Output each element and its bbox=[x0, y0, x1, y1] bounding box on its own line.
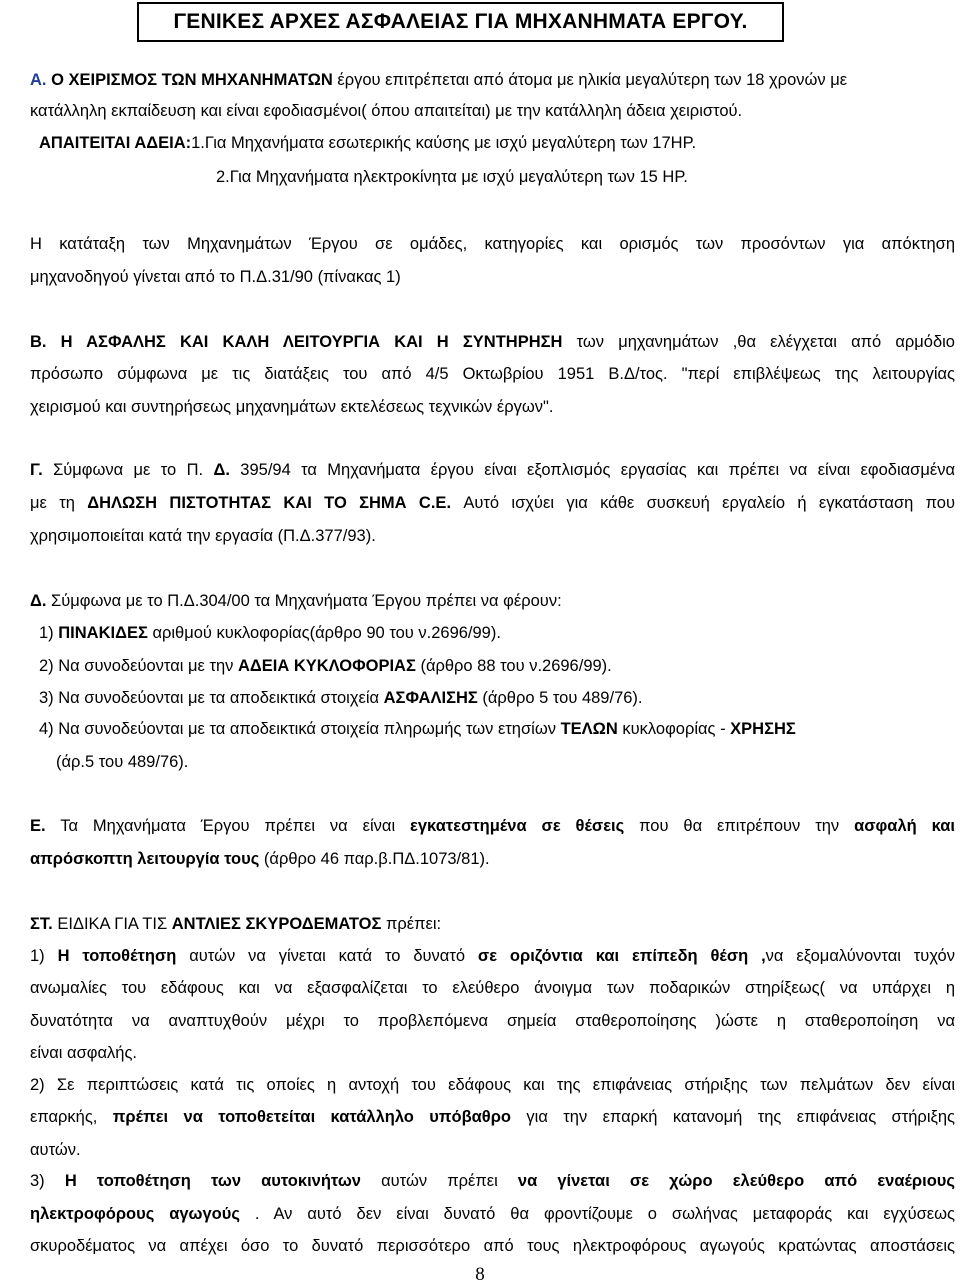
section-e-bold-1: εγκατεστημένα σε θέσεις bbox=[410, 817, 625, 835]
license-required-label: ΑΠΑΙΤΕΙΤΑΙ ΑΔΕΙΑ: bbox=[39, 134, 192, 152]
st-p1-text-c: να εξομαλύνονται τυχόν bbox=[765, 947, 955, 965]
section-a-line-2: κατάλληλη εκπαίδευση και είναι εφοδιασμένοι( όπου απαιτείται) με την κατάλληλη άδεια χειριστού. bbox=[30, 102, 743, 120]
st-p2-line-1: 2) Σε περιπτώσεις κατά τις οποίες η αντοχή του εδάφους και της επιφάνειας στήριξης των πελμάτων δεν είναι bbox=[30, 1076, 955, 1094]
item-3-text-a: 3) Να συνοδεύονται με τα αποδεικτικά στοιχεία bbox=[39, 689, 384, 707]
concrete-pumps-label: ΑΝΤΛΙΕΣ ΣΚΥΡΟΔΕΜΑΤΟΣ bbox=[171, 915, 382, 933]
item-3-bold: ΑΣΦΑΛΙΣΗΣ bbox=[383, 689, 478, 707]
section-g-line-3: χρησιμοποιείται κατά την εργασία (Π.Δ.377/93). bbox=[30, 527, 376, 545]
section-g-text-b: Δ. bbox=[213, 461, 230, 479]
page-number: 8 bbox=[475, 1264, 485, 1285]
section-b-line-3: χειρισμού και συντηρήσεως μηχανημάτων εκτελέσεως τεχνικών έργων". bbox=[30, 398, 554, 416]
section-st-heading bbox=[30, 913, 955, 935]
item-2-bold: ΑΔΕΙΑ ΚΥΚΛΟΦΟΡΙΑΣ bbox=[237, 657, 416, 675]
section-g-text-c: 395/94 τα Μηχανήματα έργου είναι εξοπλισμός εργασίας και πρέπει να είναι εφοδιασμένα bbox=[229, 461, 955, 479]
st-p3-number: 3) bbox=[30, 1172, 65, 1190]
section-a-text: έργου επιτρέπεται από άτομα με ηλικία μεγαλύτερη των 18 χρονών με bbox=[332, 71, 848, 89]
section-g-line-1 bbox=[30, 459, 955, 481]
item-3-text-c: (άρθρο 5 του 489/76). bbox=[477, 689, 643, 707]
section-b-text: των μηχανημάτων ,θα ελέγχεται από αρμόδιο bbox=[562, 333, 955, 351]
st-p1-line-4: είναι ασφαλής. bbox=[30, 1044, 137, 1062]
st-p1-bold-1: Η τοποθέτηση bbox=[57, 947, 177, 965]
section-d-item-4-line-2: (άρ.5 του 489/76). bbox=[56, 753, 189, 771]
section-g-label: Γ. bbox=[30, 461, 43, 479]
item-4-bold-1: ΤΕΛΩΝ bbox=[560, 720, 618, 738]
section-e-line-1 bbox=[30, 815, 955, 837]
section-a-heading: Ο ΧΕΙΡΙΣΜΟΣ ΤΩΝ ΜΗΧΑΝΗΜΑΤΩΝ bbox=[46, 71, 333, 89]
st-p3-line-1 bbox=[30, 1170, 955, 1192]
section-st-label: ΣΤ. bbox=[30, 915, 53, 933]
section-d-intro-text: Σύμφωνα με το Π.Δ.304/00 τα Μηχανήματα Έργου πρέπει να φέρουν: bbox=[46, 592, 562, 610]
st-p1-line-3: δυνατότητα να αναπτυχθούν μέχρι το προβλεπόμενα σημεία σταθεροποίησης )ώστε η σταθεροποίηση να bbox=[30, 1012, 955, 1030]
st-p3-line-3: σκυροδέματος να απέχει όσο το δυνατό περισσότερο από τους ηλεκτροφόρους αγωγούς κρατώντας αποστάσεις bbox=[30, 1237, 955, 1255]
st-p3-line-2 bbox=[30, 1203, 955, 1225]
section-d-label: Δ. bbox=[30, 592, 47, 610]
section-e-text-a: Τα Μηχανήματα Έργου πρέπει να είναι bbox=[45, 817, 411, 835]
section-g-line-2 bbox=[30, 492, 955, 514]
st-p1-text-b: αυτών να γίνεται κατά το δυνατό bbox=[176, 947, 478, 965]
st-p3-line2-text: . Αν αυτό δεν είναι δυνατό θα φροντίζουμε ο σωλήνας μεταφοράς και εγχύσεως bbox=[239, 1205, 955, 1223]
section-b-line-1 bbox=[30, 331, 955, 353]
item-1-bold: ΠΙΝΑΚΙΔΕΣ bbox=[58, 624, 148, 642]
st-p3-bold-1: Η τοποθέτηση των αυτοκινήτων bbox=[64, 1172, 361, 1190]
ce-declaration: ΔΗΛΩΣΗ ΠΙΣΤΟΤΗΤΑΣ ΚΑΙ ΤΟ ΣΗΜΑ C.E. bbox=[87, 494, 452, 512]
st-p3-line2-bold: ηλεκτροφόρους αγωγούς bbox=[30, 1205, 240, 1223]
item-4-bold-2: ΧΡΗΣΗΣ bbox=[730, 720, 796, 738]
section-e-line2-text: (άρθρο 46 παρ.β.ΠΔ.1073/81). bbox=[259, 850, 490, 868]
section-d-item-4 bbox=[39, 718, 955, 740]
section-g-line2-a: με τη bbox=[30, 494, 88, 512]
item-4-text-a: 4) Να συνοδεύονται με τα αποδεικτικά στοιχεία πληρωμής των ετησίων bbox=[39, 720, 561, 738]
section-b-line-2: πρόσωπο σύμφωνα με τις διατάξεις του από 4/5 Οκτωβρίου 1951 Β.Δ/τος. "περί επιβλέψεως της λειτουργίας bbox=[30, 365, 955, 383]
st-p2-line-3: αυτών. bbox=[30, 1141, 81, 1159]
st-p2-line-2 bbox=[30, 1106, 955, 1128]
license-item-2: 2.Για Μηχανήματα ηλεκτροκίνητα με ισχύ μεγαλύτερη των 15 HP. bbox=[216, 168, 688, 186]
document-title: ΓΕΝΙΚΕΣ ΑΡΧΕΣ ΑΣΦΑΛΕΙΑΣ ΓΙΑ ΜΗΧΑΝΗΜΑΤΑ ΕΡΓΟΥ. bbox=[137, 2, 784, 42]
section-e-line2-bold: απρόσκοπτη λειτουργία τους bbox=[30, 850, 260, 868]
section-a-label: Α. bbox=[30, 71, 47, 89]
st-p2-text-c: για την επαρκή κατανομή της επιφάνειας στήριξης bbox=[511, 1108, 956, 1126]
item-2-text-a: 2) Να συνοδεύονται με την bbox=[39, 657, 238, 675]
st-p2-text-a: επαρκής, bbox=[30, 1108, 113, 1126]
section-a-line-3 bbox=[39, 132, 955, 154]
st-p3-bold-2: να γίνεται σε χώρο ελεύθερο από εναέριους bbox=[517, 1172, 955, 1190]
section-g-line2-c: Αυτό ισχύει για κάθε συσκευή εργαλείο ή εγκατάσταση που bbox=[451, 494, 955, 512]
section-g-text-a: Σύμφωνα με το Π. bbox=[42, 461, 214, 479]
st-p1-line-2: ανωμαλίες του εδάφους και να εξασφαλίζεται το ελεύθερο άνοιγμα των ποδαρικών στηρίξεως( να υπάρχει η bbox=[30, 979, 955, 997]
license-item-1: 1.Για Μηχανήματα εσωτερικής καύσης με ισχύ μεγαλύτερη των 17HP. bbox=[191, 134, 697, 152]
section-st-head-a: ΕΙΔΙΚΑ ΓΙΑ ΤΙΣ bbox=[52, 915, 172, 933]
section-b-heading: Η ΑΣΦΑΛΗΣ ΚΑΙ ΚΑΛΗ ΛΕΙΤΟΥΡΓΙΑ ΚΑΙ Η ΣΥΝΤΗΡΗΣΗ bbox=[46, 333, 563, 351]
st-p3-text-b: αυτών πρέπει bbox=[360, 1172, 518, 1190]
item-1-number: 1) bbox=[39, 624, 59, 642]
section-b-label: Β. bbox=[30, 333, 47, 351]
st-p1-line-1 bbox=[30, 945, 955, 967]
classification-line-1: Η κατάταξη των Μηχανημάτων Έργου σε ομάδες, κατηγορίες και ορισμός των προσόντων για απόκτηση bbox=[30, 235, 955, 253]
st-p1-bold-2: σε οριζόντια και επίπεδη θέση , bbox=[477, 947, 766, 965]
section-e-text-c: που θα επιτρέπουν την bbox=[624, 817, 855, 835]
section-e-line-2 bbox=[30, 848, 955, 870]
item-1-text: αριθμού κυκλοφορίας(άρθρο 90 του ν.2696/99). bbox=[147, 624, 501, 642]
section-d-item-3 bbox=[39, 687, 955, 709]
section-e-bold-2: ασφαλή και bbox=[854, 817, 955, 835]
item-4-text-mid: κυκλοφορίας - bbox=[617, 720, 731, 738]
section-e-label: Ε. bbox=[30, 817, 46, 835]
section-d-item-2 bbox=[39, 655, 955, 677]
section-d-intro bbox=[30, 590, 955, 612]
section-a-line-1 bbox=[30, 69, 955, 91]
classification-line-2: μηχανοδηγού γίνεται από το Π.Δ.31/90 (πίνακας 1) bbox=[30, 268, 401, 286]
item-2-text-c: (άρθρο 88 του ν.2696/99). bbox=[415, 657, 612, 675]
section-st-head-c: πρέπει: bbox=[381, 915, 442, 933]
st-p2-bold: πρέπει να τοποθετείται κατάλληλο υπόβαθρο bbox=[112, 1108, 512, 1126]
st-p1-number: 1) bbox=[30, 947, 58, 965]
section-d-item-1 bbox=[39, 622, 955, 644]
